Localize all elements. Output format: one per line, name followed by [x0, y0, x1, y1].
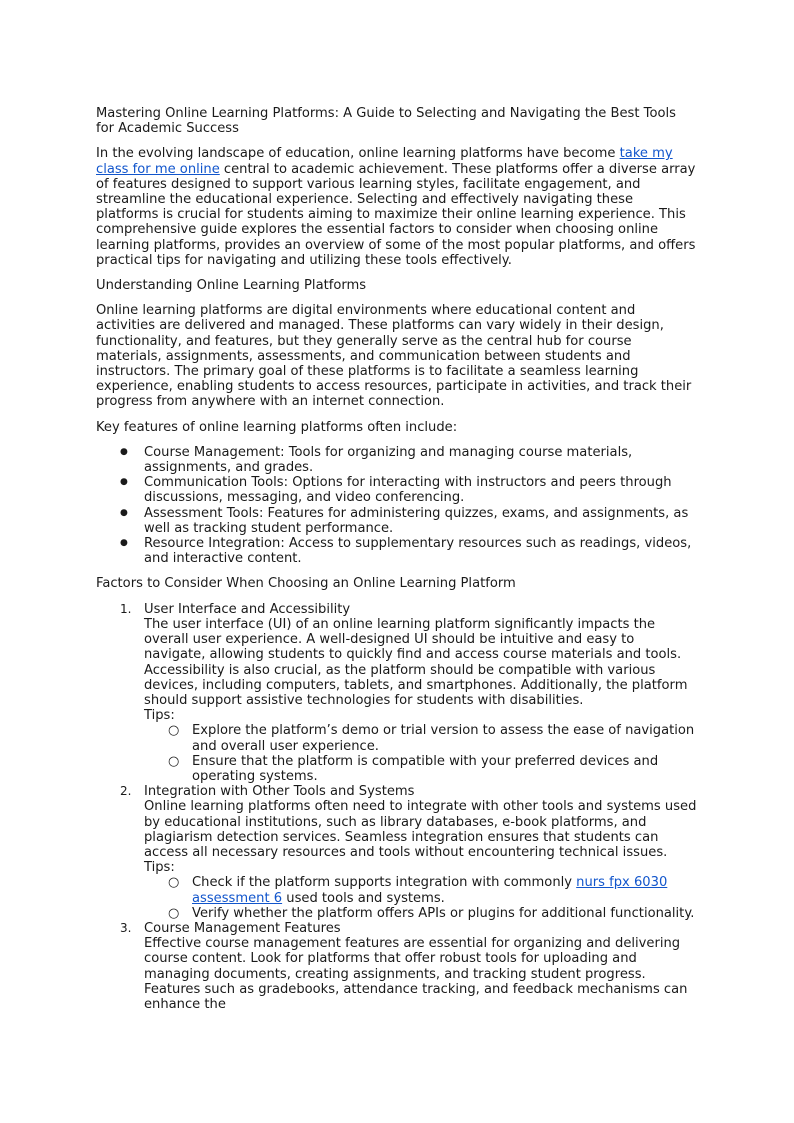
understanding-paragraph: Online learning platforms are digital environments where educational content and activities are delivered and managed. These platforms can vary widely in their design, functionality, and features, but they generally serve as the central hub for course materials, assignments, assessments, and communication between students and instructors. The primary goal of these platforms is to facilitate a seamless learning experience, enabling students to access resources, participate in activities, and track their progress from anywhere with an internet connection. — [96, 303, 692, 410]
factor-tips-list-1 — [144, 723, 698, 784]
intro-text-before: In the evolving landscape of education, online learning platforms have become — [96, 146, 620, 162]
factor-1-tip-1: ○ Explore the platform’s demo or trial version to assess the ease of navigation and overall user experience. — [144, 723, 698, 753]
document-title: Mastering Online Learning Platforms: A Guide to Selecting and Navigating the Best Tools for Academic Success — [96, 106, 676, 137]
nurs-fpx-link[interactable]: nurs fpx 6030 assessment 6 — [192, 875, 668, 906]
features-list — [96, 445, 698, 567]
tip-text-after: used tools and systems. — [282, 890, 445, 906]
factor-item-1 — [96, 602, 698, 784]
section-heading-understanding: Understanding Online Learning Platforms — [96, 278, 367, 294]
factor-number-1: 1. — [120, 601, 132, 616]
feature-resource-integration: ● Resource Integration: Access to supplementary resources such as readings, videos, and interactive content. — [96, 536, 698, 566]
feature-communication-tools: ● Communication Tools: Options for interacting with instructors and peers through discussions, messaging, and video conferencing. — [96, 475, 698, 505]
factor-number-3: 3. — [120, 920, 132, 935]
factor-tips-list-2 — [144, 875, 698, 921]
factor-body-3: Effective course management features are essential for organizing and delivering course content. Look for platforms that offer robust tools for uploading and managing documents, creating assignments, and tracking student progress. Features such as gradebooks, attendance tracking, and feedback mechanisms can enhance the — [144, 936, 688, 1012]
intro-paragraph — [96, 146, 698, 268]
features-intro: Key features of online learning platforms often include: — [96, 419, 458, 435]
section-heading-factors: Factors to Consider When Choosing an Online Learning Platform — [96, 576, 516, 592]
tip-text-before: Check if the platform supports integration with commonly — [192, 875, 577, 891]
feature-course-management: ● Course Management: Tools for organizing and managing course materials, assignments, and grades. — [96, 445, 698, 475]
factor-title-1: User Interface and Accessibility — [144, 601, 351, 617]
factor-title-2: Integration with Other Tools and Systems — [144, 784, 415, 800]
document-page — [96, 106, 698, 1012]
factor-item-2 — [96, 784, 698, 921]
intro-text-after: central to academic achievement. These platforms offer a diverse array of features designed to support various learning styles, facilitate engagement, and streamline the educational experience. Selecting and effectively navigating these platforms is crucial for students aiming to maximize their online learning experience. This comprehensive guide explores the essential factors to consider when choosing online learning platforms, provides an overview of some of the most popular platforms, and offers practical tips for navigating and utilizing these tools effectively. — [96, 161, 696, 268]
factor-item-3 — [96, 921, 698, 1012]
factor-number-2: 2. — [120, 784, 132, 799]
take-my-class-link[interactable]: take my class for me online — [96, 146, 673, 177]
feature-assessment-tools: ● Assessment Tools: Features for administering quizzes, exams, and assignments, as well as tracking student performance. — [96, 506, 698, 536]
factor-2-tip-1 — [144, 875, 698, 905]
factor-title-3: Course Management Features — [144, 920, 341, 936]
factors-list — [96, 602, 698, 1012]
factor-2-tip-2: ○ Verify whether the platform offers APIs or plugins for additional functionality. — [144, 906, 698, 921]
factor-body-2: Online learning platforms often need to integrate with other tools and systems used by educational institutions, such as library databases, e-book platforms, and plagiarism detection services. Seamless integration ensures that students can access all necessary resources and tools without encountering technical issues. — [144, 799, 697, 860]
factor-1-tip-2: ○ Ensure that the platform is compatible with your preferred devices and operating systems. — [144, 754, 698, 784]
factor-body-1: The user interface (UI) of an online learning platform significantly impacts the overall user experience. A well-designed UI should be intuitive and easy to navigate, allowing students to quickly find and access course materials and tools. Accessibility is also crucial, as the platform should be compatible with various devices, including computers, tablets, and smartphones. Additionally, the platform should support assistive technologies for students with disabilities. — [144, 616, 688, 708]
factor-tips-label-1: Tips: — [144, 708, 175, 724]
factor-tips-label-2: Tips: — [144, 860, 175, 876]
